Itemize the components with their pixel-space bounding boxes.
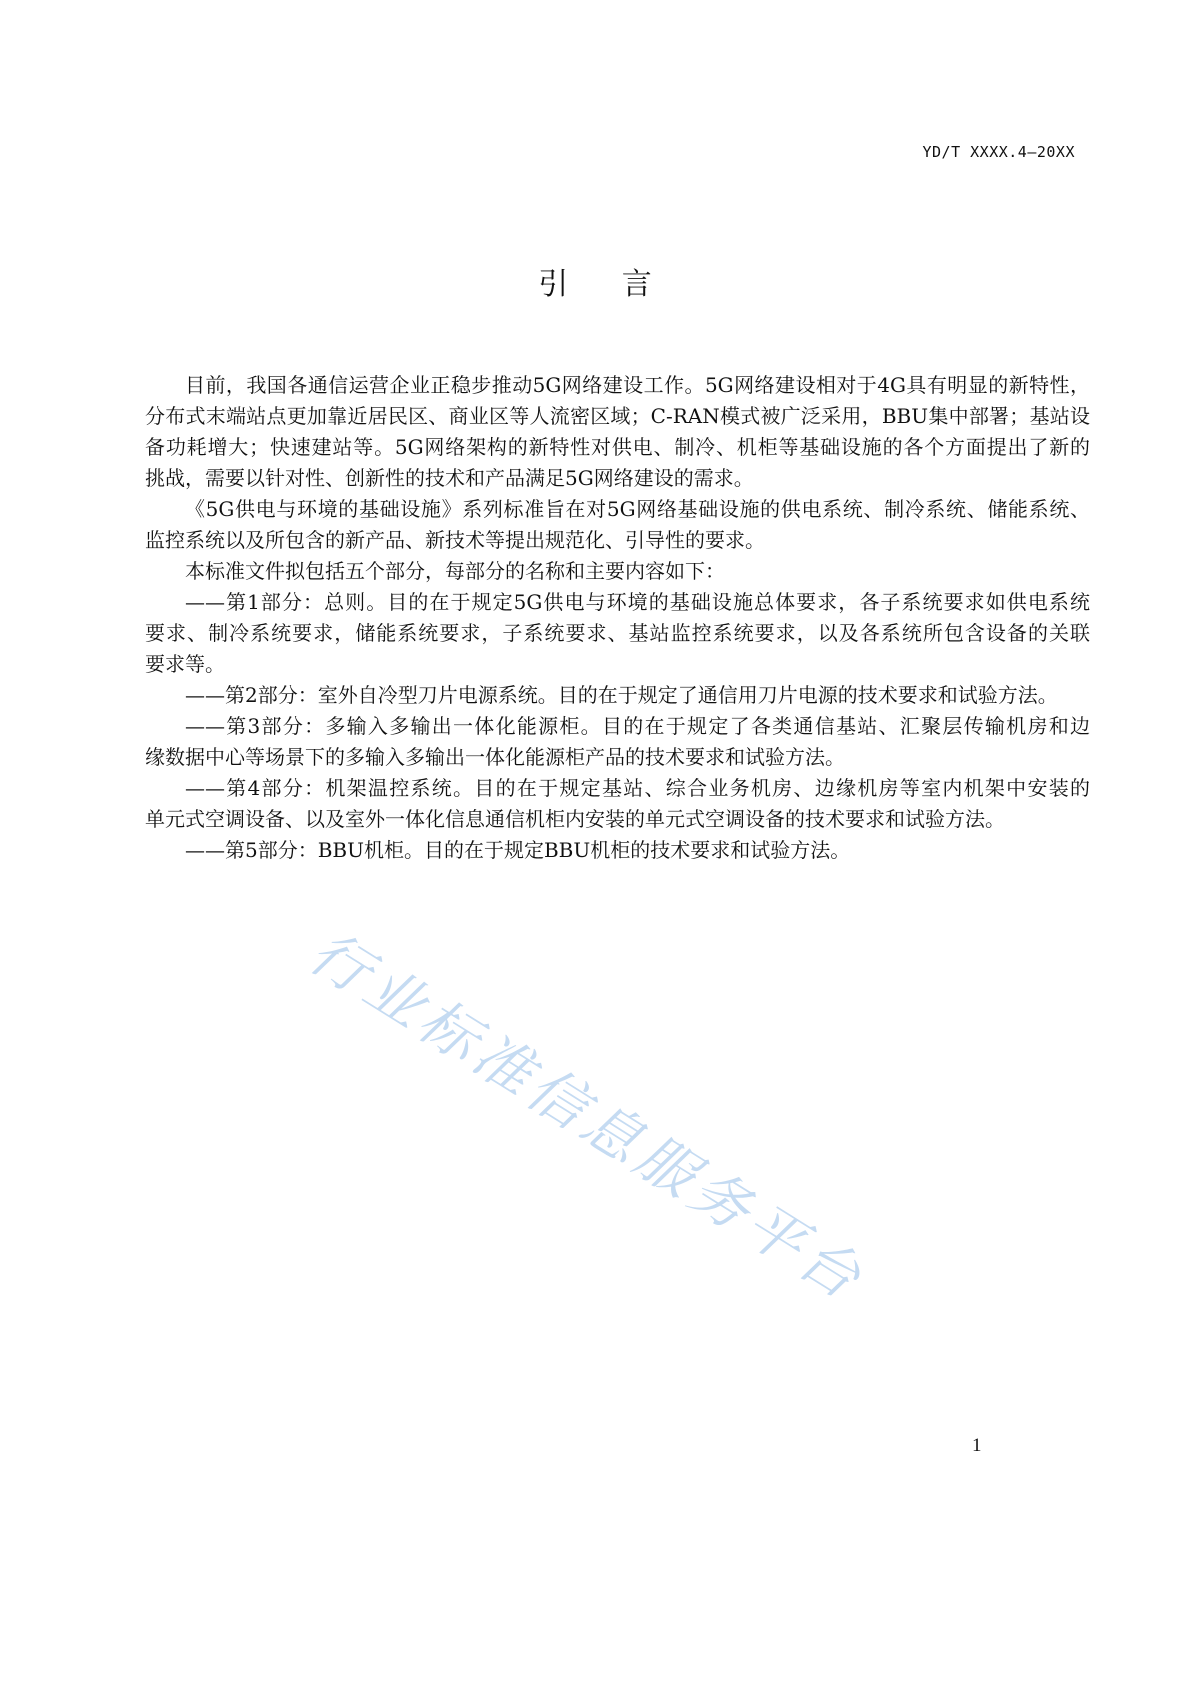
- paragraph-line: 监控系统以及所包含的新产品、新技术等提出规范化、引导性的要求。: [145, 528, 765, 552]
- paragraph-part-5: [145, 835, 1090, 866]
- paragraph-line: ——第1部分：总则。目的在于规定5G供电与环境的基础设施总体要求，各子系统要求如供电系统: [185, 590, 1090, 614]
- document-code-header: YD/T XXXX.4—20XX: [922, 143, 1075, 161]
- paragraph-line: ——第5部分：BBU机柜。目的在于规定BBU机柜的技术要求和试验方法。: [185, 838, 851, 862]
- paragraph-series-scope: [145, 494, 1090, 556]
- paragraph-line: 《5G供电与环境的基础设施》系列标准旨在对5G网络基础设施的供电系统、制冷系统、储能系统、: [185, 497, 1090, 521]
- paragraph-line: ——第3部分：多输入多输出一体化能源柜。目的在于规定了各类通信基站、汇聚层传输机房和边: [185, 714, 1090, 738]
- page-title: 引 言: [538, 267, 674, 302]
- paragraph-part-3: [145, 711, 1090, 773]
- paragraph-line: 目前，我国各通信运营企业正稳步推动5G网络建设工作。5G网络建设相对于4G具有明显的新特性，: [185, 373, 1090, 397]
- body-text: [145, 370, 1090, 866]
- paragraph-line: 分布式末端站点更加靠近居民区、商业区等人流密区域；C-RAN模式被广泛采用，BBU集中部署；基站设: [145, 404, 1090, 428]
- paragraph-part-1: [145, 587, 1090, 680]
- paragraph-line: 本标准文件拟包括五个部分，每部分的名称和主要内容如下：: [185, 559, 725, 583]
- watermark: 行业标准信息服务平台: [297, 917, 877, 1315]
- paragraph-intro: [145, 370, 1090, 494]
- paragraph-parts-intro: [145, 556, 1090, 587]
- page-number: 1: [972, 1435, 982, 1456]
- paragraph-part-2: [145, 680, 1090, 711]
- paragraph-line: 单元式空调设备、以及室外一体化信息通信机柜内安装的单元式空调设备的技术要求和试验方法。: [145, 807, 1005, 831]
- paragraph-line: 备功耗增大；快速建站等。5G网络架构的新特性对供电、制冷、机柜等基础设施的各个方面提出了新的: [145, 435, 1090, 459]
- paragraph-line: ——第4部分：机架温控系统。目的在于规定基站、综合业务机房、边缘机房等室内机架中安装的: [185, 776, 1090, 800]
- paragraph-line: 挑战，需要以针对性、创新性的技术和产品满足5G网络建设的需求。: [145, 466, 754, 490]
- paragraph-line: 要求等。: [145, 652, 225, 676]
- paragraph-line: ——第2部分：室外自冷型刀片电源系统。目的在于规定了通信用刀片电源的技术要求和试验方法。: [185, 683, 1058, 707]
- paragraph-part-4: [145, 773, 1090, 835]
- paragraph-line: 缘数据中心等场景下的多输入多输出一体化能源柜产品的技术要求和试验方法。: [145, 745, 845, 769]
- paragraph-line: 要求、制冷系统要求，储能系统要求，子系统要求、基站监控系统要求，以及各系统所包含设备的关联: [145, 621, 1090, 645]
